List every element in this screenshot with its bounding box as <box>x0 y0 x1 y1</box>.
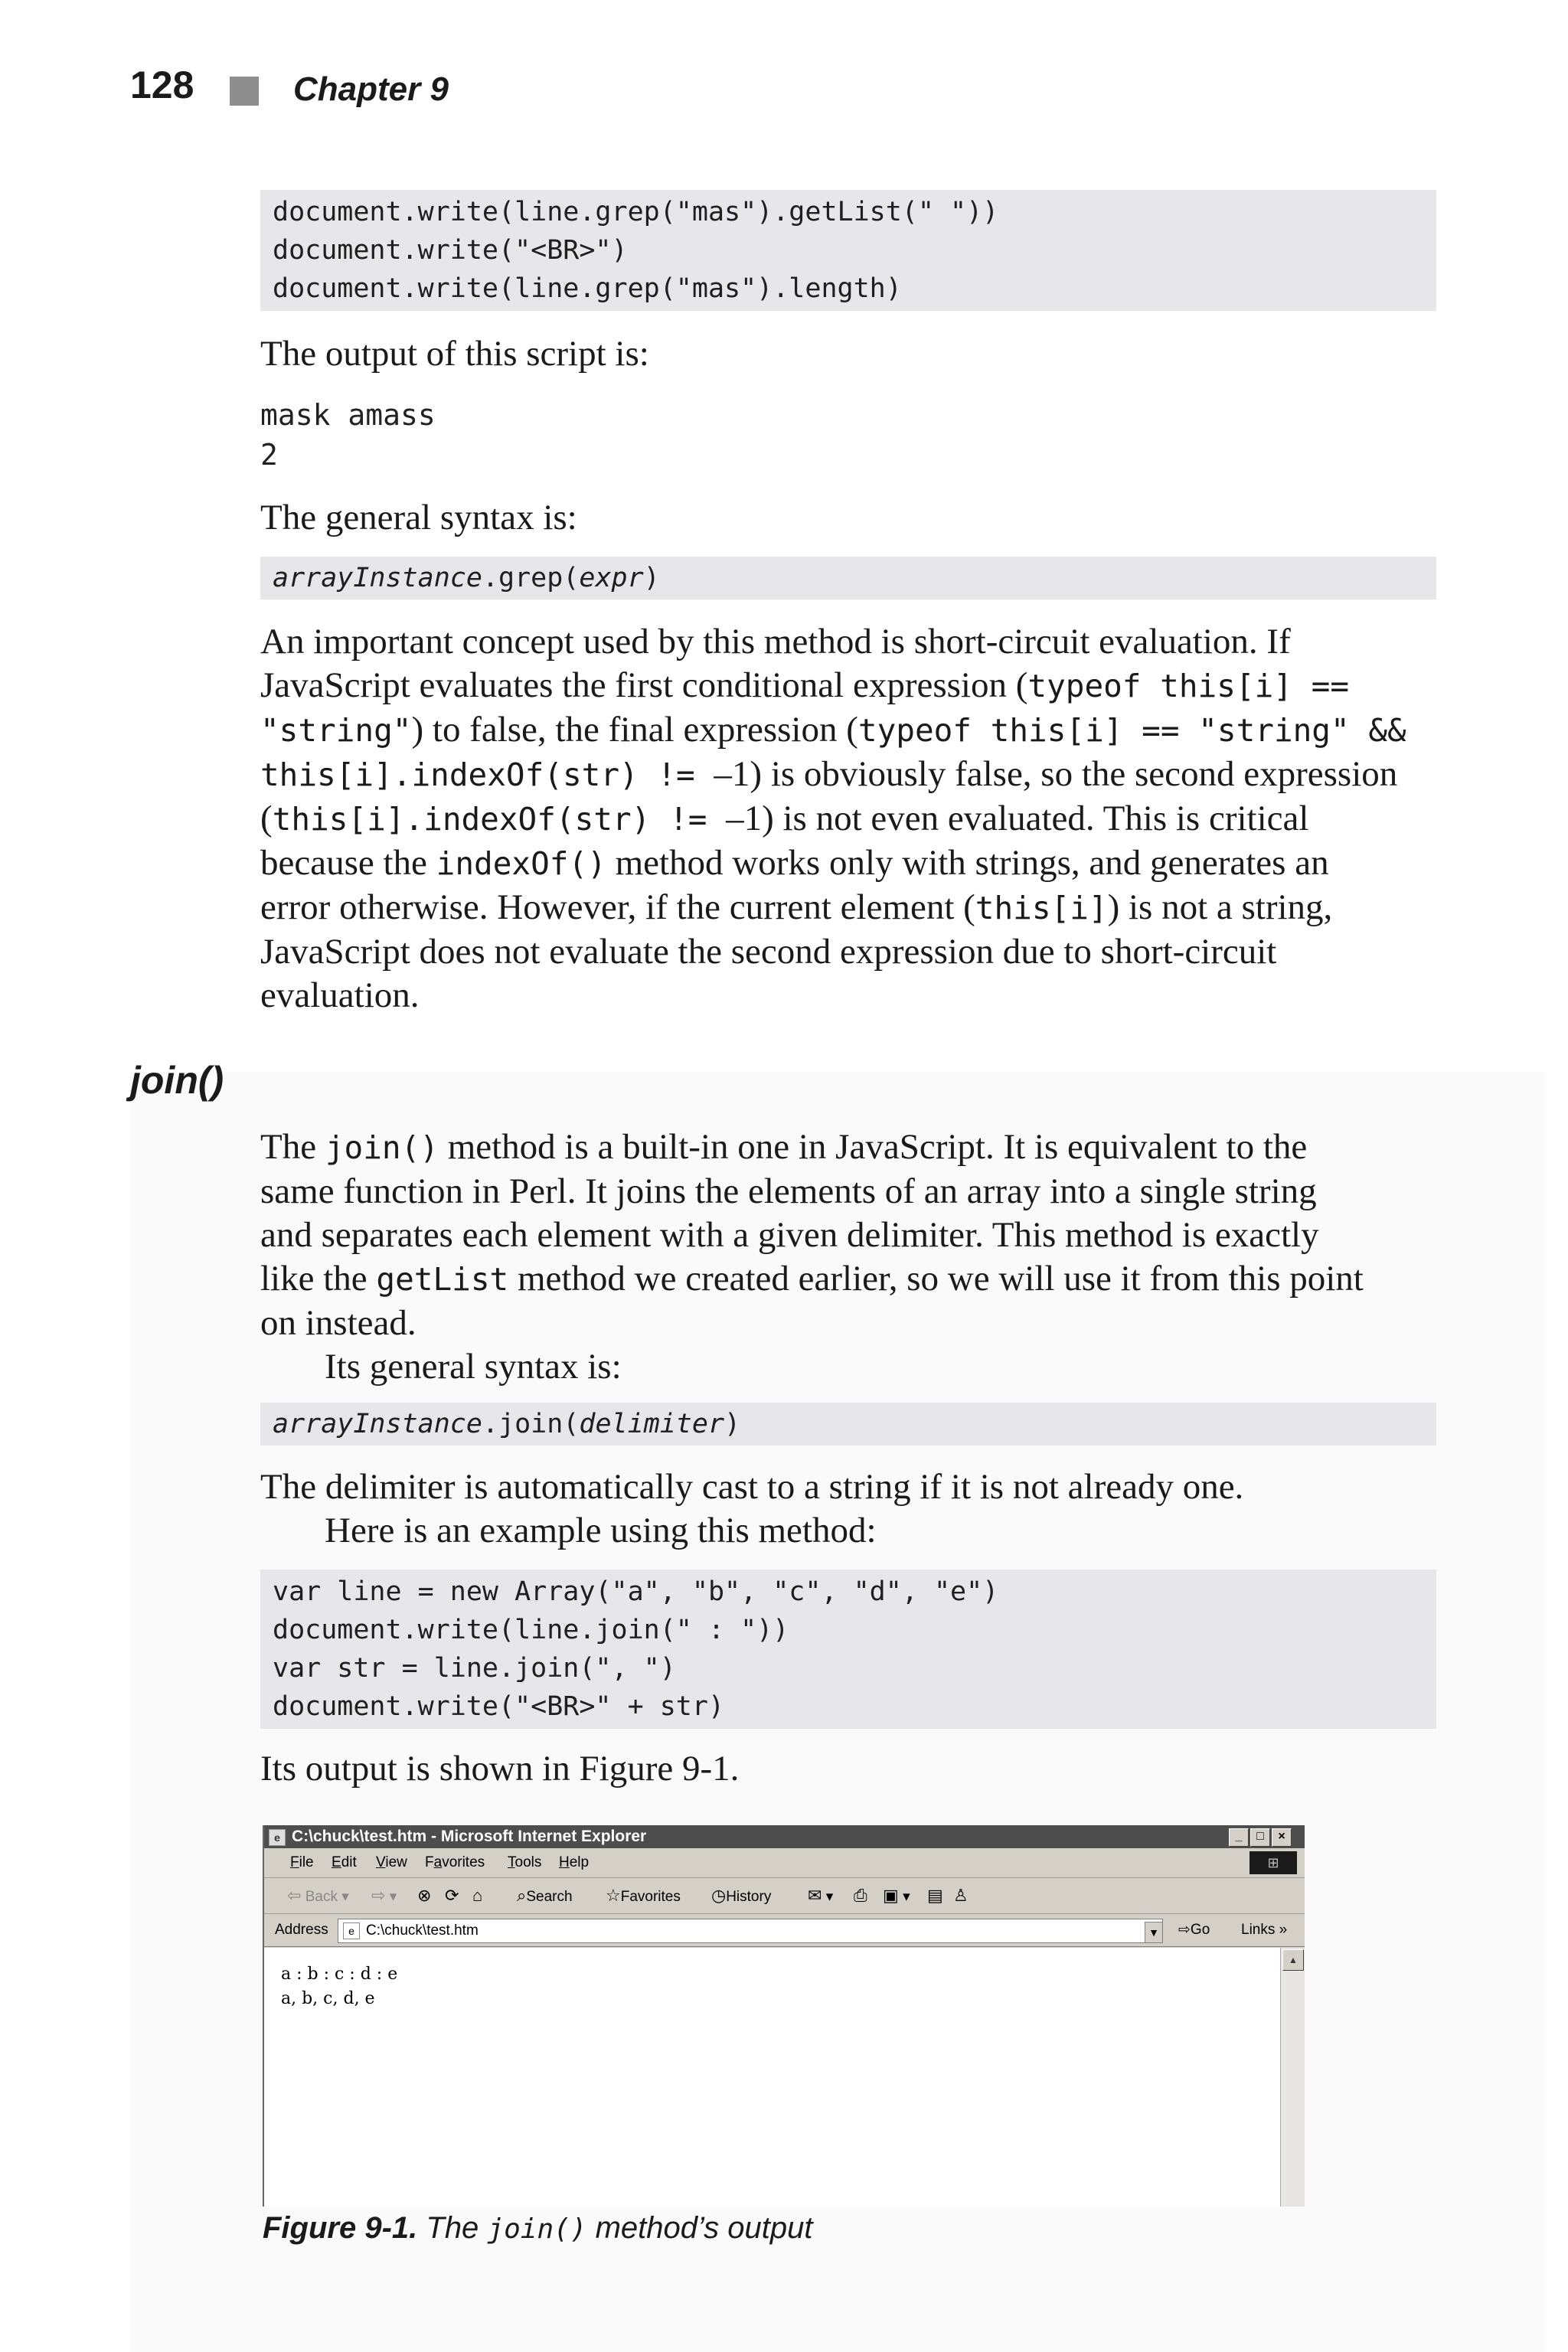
paragraph-output-ref: Its output is shown in Figure 9-1. <box>260 1749 740 1788</box>
discuss-button[interactable] <box>927 1878 943 1915</box>
menu-view[interactable]: View <box>376 1854 407 1870</box>
home-button[interactable] <box>472 1878 482 1915</box>
edit-button[interactable]: ▣ ▾ <box>883 1886 910 1905</box>
home-icon: ⌂ <box>472 1886 483 1905</box>
edit-icon: ▣ <box>883 1886 899 1905</box>
refresh-icon: ⟳ <box>445 1886 459 1905</box>
menu-tools[interactable]: Tools <box>508 1854 542 1870</box>
search-icon: ⌕ <box>517 1886 527 1905</box>
forward-arrow-icon: ⇨ <box>371 1886 386 1905</box>
back-button[interactable]: ⇦ Back ▾ <box>287 1886 349 1905</box>
menu-favorites[interactable]: Favorites <box>425 1854 485 1870</box>
stop-icon: ⊗ <box>417 1886 432 1905</box>
figure-ie-screenshot <box>263 1825 1305 2207</box>
vertical-scrollbar[interactable] <box>1280 1948 1305 2207</box>
paragraph-delimiter: The delimiter is automatically cast to a string if it is not already one. Here is an example using this method: <box>260 1467 1244 1550</box>
address-input[interactable]: e C:\chuck\test.htm <box>338 1919 1163 1943</box>
output-line: 2 <box>260 438 278 472</box>
paragraph-output-intro: The output of this script is: <box>260 334 649 374</box>
favorites-icon: ☆ <box>606 1886 621 1905</box>
paragraph-short-circuit: An important concept used by this method is short-circuit evaluation. If JavaScript evaluates the first conditional expression (typeof this[i] == "string") to false, the final expression (typeof this[i] == "string" && this[i].indexOf(str) != –1) is obviously false, so the second expression (this[i].indexOf(str) != –1) is not even evaluated. This is critical because the indexOf() method works only with strings, and generates an error otherwise. However, if the current element (this[i]) is not a string, JavaScript does not evaluate the second expression due to short-circuit evaluation. <box>260 622 1406 1015</box>
ie-address-bar <box>264 1914 1305 1947</box>
discuss-icon: ▤ <box>927 1886 943 1905</box>
code-grep-syntax: arrayInstance.grep(expr) <box>260 557 1436 599</box>
search-button[interactable]: ⌕Search <box>517 1886 573 1905</box>
address-label: Address <box>275 1922 328 1938</box>
script-output <box>260 395 436 475</box>
back-arrow-icon: ⇦ <box>287 1886 302 1905</box>
output-line: mask amass <box>260 398 436 432</box>
maximize-icon[interactable]: □ <box>1250 1828 1270 1847</box>
page-icon: e <box>343 1922 360 1939</box>
code-line: document.write(line.join(" : ")) <box>273 1615 789 1645</box>
menu-help[interactable]: Help <box>559 1854 590 1870</box>
mail-button[interactable]: ✉ ▾ <box>808 1886 834 1905</box>
code-line: document.write(line.grep("mas").getList(" ")) <box>273 197 999 227</box>
mail-icon: ✉ <box>808 1886 822 1905</box>
history-icon: ◷ <box>711 1886 727 1905</box>
code-line: var str = line.join(", ") <box>273 1653 676 1684</box>
refresh-button[interactable] <box>445 1878 459 1915</box>
ie-window-title: C:\chuck\test.htm - Microsoft Internet Explorer <box>292 1828 647 1845</box>
go-button[interactable]: ⇨Go <box>1178 1922 1210 1938</box>
go-arrow-icon: ⇨ <box>1178 1922 1191 1938</box>
page-number: 128 <box>130 64 194 106</box>
scroll-up-icon[interactable]: ▲ <box>1282 1949 1304 1971</box>
chapter-label: Chapter 9 <box>293 70 449 108</box>
print-icon: ⎙ <box>854 1886 867 1905</box>
code-block-join-example <box>260 1570 1436 1729</box>
menu-edit[interactable]: Edit <box>332 1854 357 1870</box>
print-button[interactable] <box>854 1878 867 1915</box>
ie-title-bar <box>264 1825 1305 1848</box>
close-icon[interactable]: × <box>1272 1828 1292 1847</box>
windows-logo-icon: ⊞ <box>1250 1851 1297 1874</box>
code-block-grep-example <box>260 190 1436 311</box>
paragraph-join-intro: The join() method is a built-in one in JavaScript. It is equivalent to the same function in Perl. It joins the elements of an array into a single string and separates each element with a given delimiter. This method is exactly like the getList method we created earlier, so we will use it from this point on instead. Its general syntax is: <box>260 1127 1364 1387</box>
messenger-icon: ♙ <box>953 1886 969 1905</box>
page-output-line: a, b, c, d, e <box>281 1989 375 2008</box>
history-button[interactable]: ◷History <box>711 1886 772 1905</box>
minimize-icon[interactable]: _ <box>1229 1828 1249 1847</box>
links-button[interactable]: Links » <box>1241 1922 1288 1938</box>
forward-button[interactable]: ⇨ ▾ <box>371 1886 397 1905</box>
favorites-button[interactable]: ☆Favorites <box>606 1886 681 1905</box>
code-line: document.write("<BR>") <box>273 235 628 266</box>
page-output-line: a : b : c : d : e <box>281 1965 398 1984</box>
ie-page-icon: e <box>269 1829 286 1846</box>
stop-button[interactable] <box>417 1878 431 1915</box>
menu-file[interactable]: File <box>290 1854 314 1870</box>
ie-menu-bar <box>264 1848 1305 1878</box>
paragraph-syntax-intro: The general syntax is: <box>260 498 577 537</box>
ie-page-content <box>264 1948 1280 2207</box>
code-line: document.write(line.grep("mas").length) <box>273 273 902 304</box>
ie-toolbar <box>264 1878 1305 1914</box>
header-square-ornament <box>230 77 259 106</box>
section-heading-join: join() <box>130 1059 224 1102</box>
code-join-syntax: arrayInstance.join(delimiter) <box>260 1403 1436 1446</box>
address-dropdown-icon[interactable]: ▼ <box>1145 1922 1163 1943</box>
messenger-button[interactable] <box>953 1878 969 1915</box>
figure-caption: Figure 9-1. The join() method’s output <box>263 2211 813 2245</box>
code-line: var line = new Array("a", "b", "c", "d", "e") <box>273 1576 999 1607</box>
code-line: document.write("<BR>" + str) <box>273 1691 725 1722</box>
